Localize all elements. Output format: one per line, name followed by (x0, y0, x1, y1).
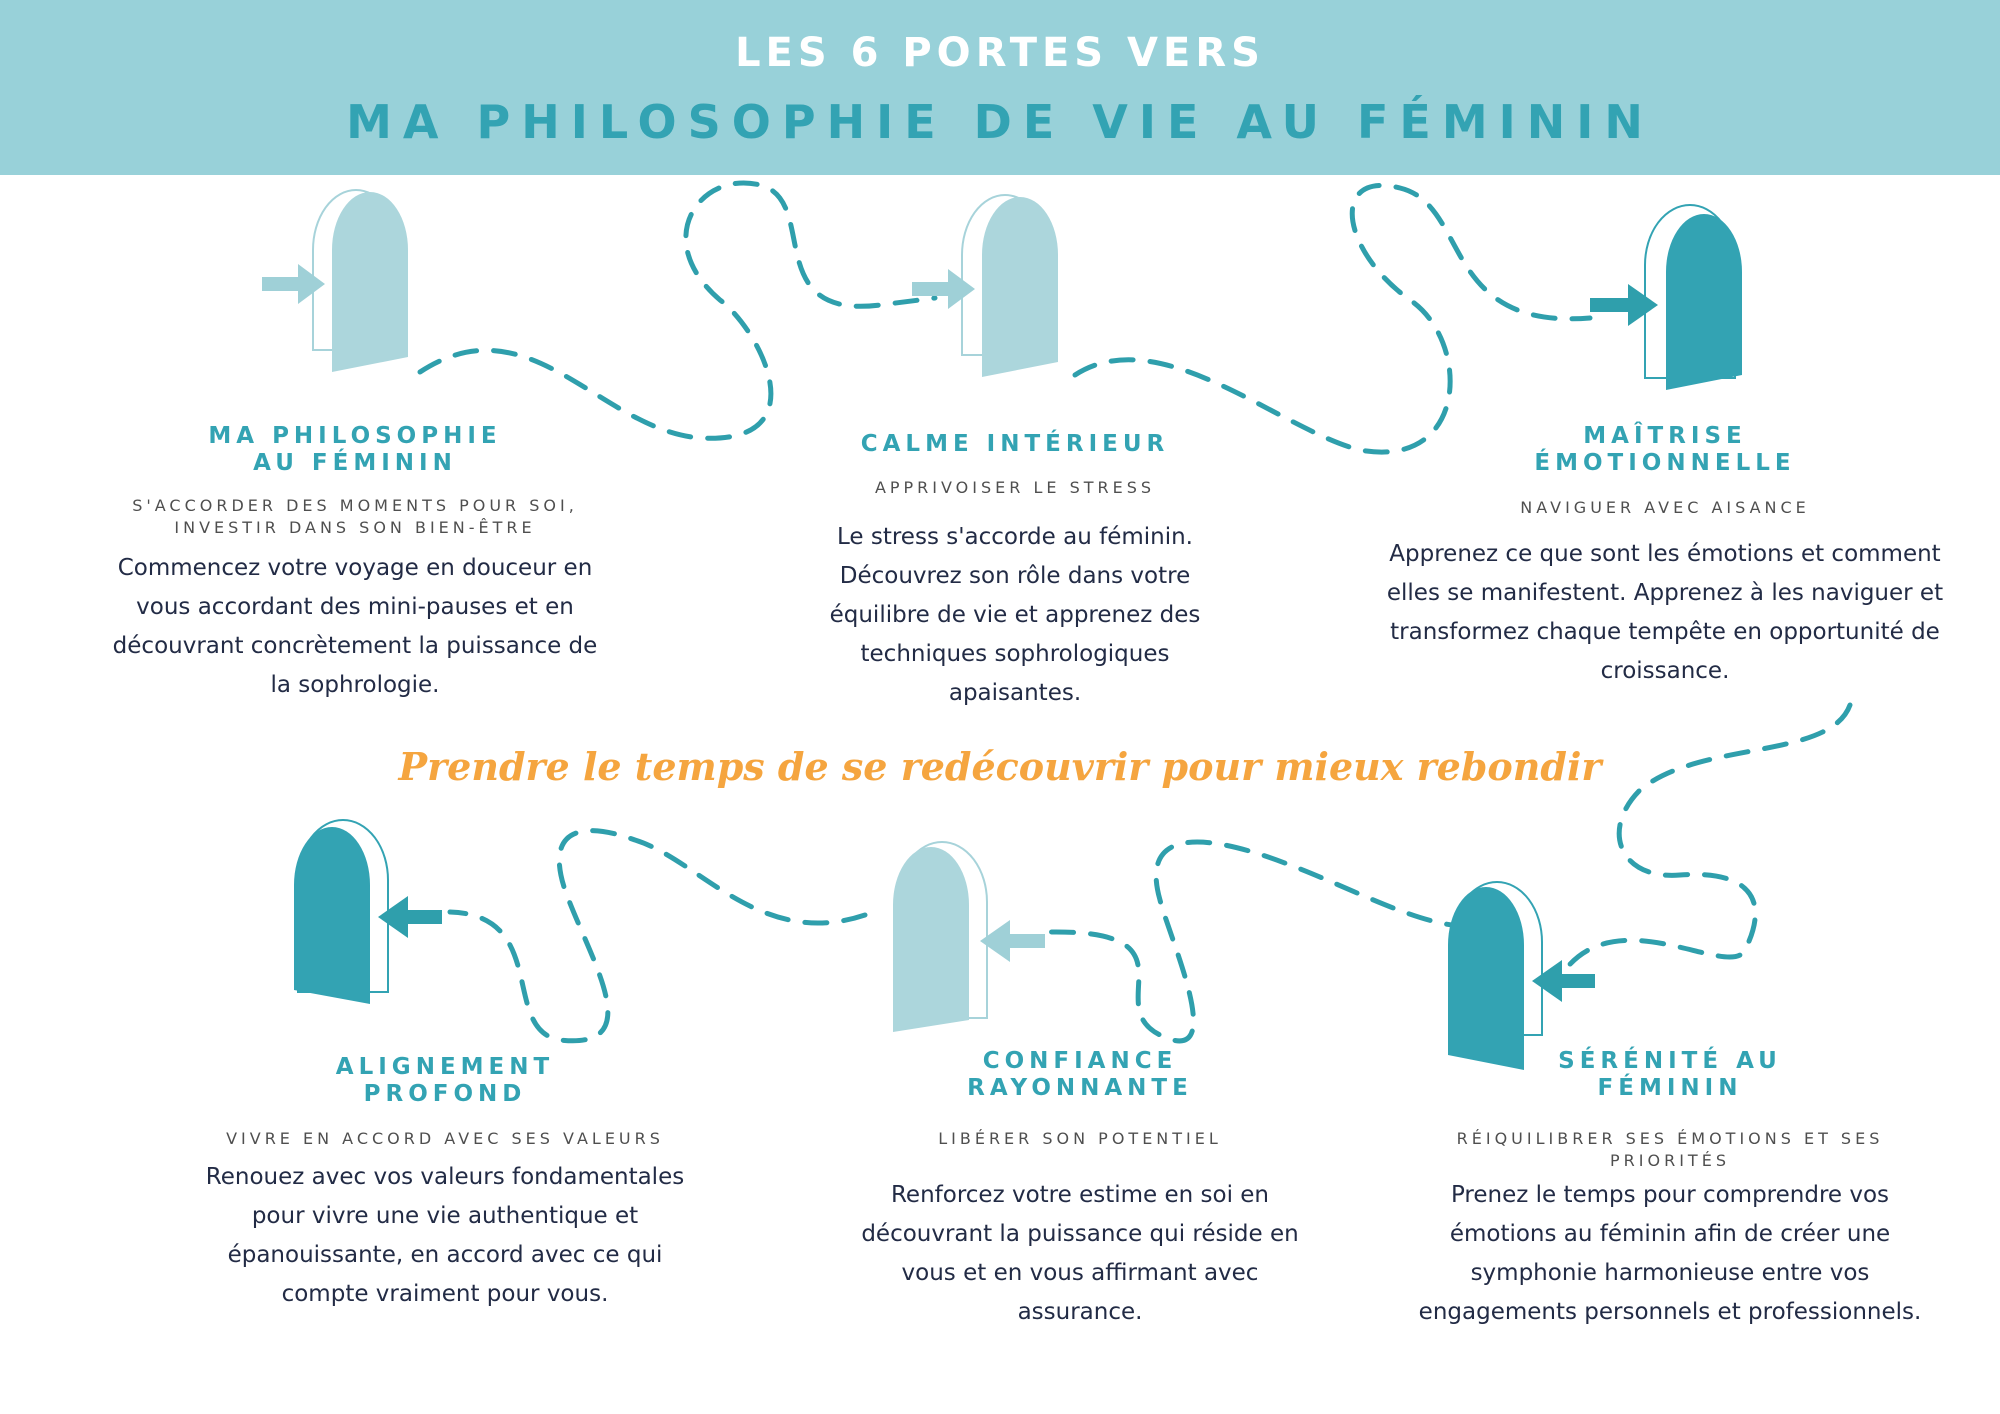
station-title: SÉRÉNITÉ AU FÉMININ (1558, 1048, 1782, 1101)
door-5 (893, 842, 1045, 1032)
station-subtitle: APPRIVOISER LE STRESS (874, 478, 1156, 497)
station-maitrise-emotionnelle (1380, 423, 1950, 691)
station-description: Commencez votre voyage en douceur en vous accordant des mini-pauses et en découvrant concrètement la puissance de la sophrologie. (112, 555, 598, 698)
station-description: Renforcez votre estime en soi en découvrant la puissance qui réside en vous et en vous affirmant avec assurance. (861, 1182, 1299, 1325)
journey-path (420, 183, 935, 438)
station-subtitle: LIBÉRER SON POTENTIEL (938, 1129, 1222, 1148)
header-kicker: LES 6 PORTES VERS (735, 30, 1265, 76)
station-description: Renouez avec vos valeurs fondamentales pour vivre une vie authentique et épanouissante, en accord avec ce qui compte vraiment pour vous. (205, 1164, 685, 1307)
door-icon (982, 197, 1058, 377)
station-subtitle: RÉIQUILIBRER SES ÉMOTIONS ET SES PRIORITÉS (1456, 1129, 1884, 1170)
arrow-left-icon (980, 920, 1045, 962)
door-6 (294, 820, 442, 1004)
arrow-right-icon (262, 264, 325, 304)
station-title: ALIGNEMENT PROFOND (335, 1054, 555, 1107)
station-title: CALME INTÉRIEUR (860, 431, 1170, 457)
station-calme-interieur (775, 431, 1255, 713)
station-description: Prenez le temps pour comprendre vos émotions au féminin afin de créer une symphonie harmonieuse entre vos engagements personnels et professionnels. (1418, 1182, 1922, 1325)
arrow-right-icon (912, 269, 975, 309)
journey-path (1075, 185, 1590, 452)
station-ma-philosophie (95, 423, 615, 705)
door-icon (893, 847, 969, 1032)
station-serenite-au-feminin (1380, 1048, 1960, 1332)
door-3 (1590, 205, 1742, 390)
station-title: MAÎTRISE ÉMOTIONNELLE (1534, 423, 1796, 476)
station-subtitle: NAVIGUER AVEC AISANCE (1520, 498, 1810, 517)
station-title: CONFIANCE RAYONNANTE (967, 1048, 1193, 1101)
door-icon (1666, 214, 1742, 390)
journey-path (1050, 842, 1505, 1041)
station-alignement-profond (160, 1054, 730, 1314)
door-icon (332, 192, 408, 372)
station-description: Apprenez ce que sont les émotions et comment elles se manifestent. Apprenez à les naviguer et transformez chaque tempête en opportunité de croissance. (1386, 541, 1944, 684)
station-subtitle: S'ACCORDER DES MOMENTS POUR SOI, INVESTIR DANS SON BIEN-ÊTRE (132, 496, 578, 537)
door-4 (1448, 882, 1595, 1070)
arrow-right-icon (1590, 284, 1658, 326)
station-description: Le stress s'accorde au féminin. Découvrez son rôle dans votre équilibre de vie et apprenez des techniques sophrologiques apaisantes. (829, 524, 1201, 706)
station-subtitle: VIVRE EN ACCORD AVEC SES VALEURS (226, 1129, 664, 1148)
door-2 (912, 195, 1058, 377)
door-1 (262, 190, 408, 372)
header-title: MA PHILOSOPHIE DE VIE AU FÉMININ (346, 95, 1654, 149)
station-title: MA PHILOSOPHIE AU FÉMININ (208, 423, 502, 476)
station-confiance-rayonnante (820, 1048, 1340, 1332)
tagline: Prendre le temps de se redécouvrir pour mieux rebondir (398, 744, 1602, 789)
door-icon (1448, 887, 1524, 1070)
door-icon (294, 827, 370, 1004)
journey-path (450, 831, 865, 1041)
